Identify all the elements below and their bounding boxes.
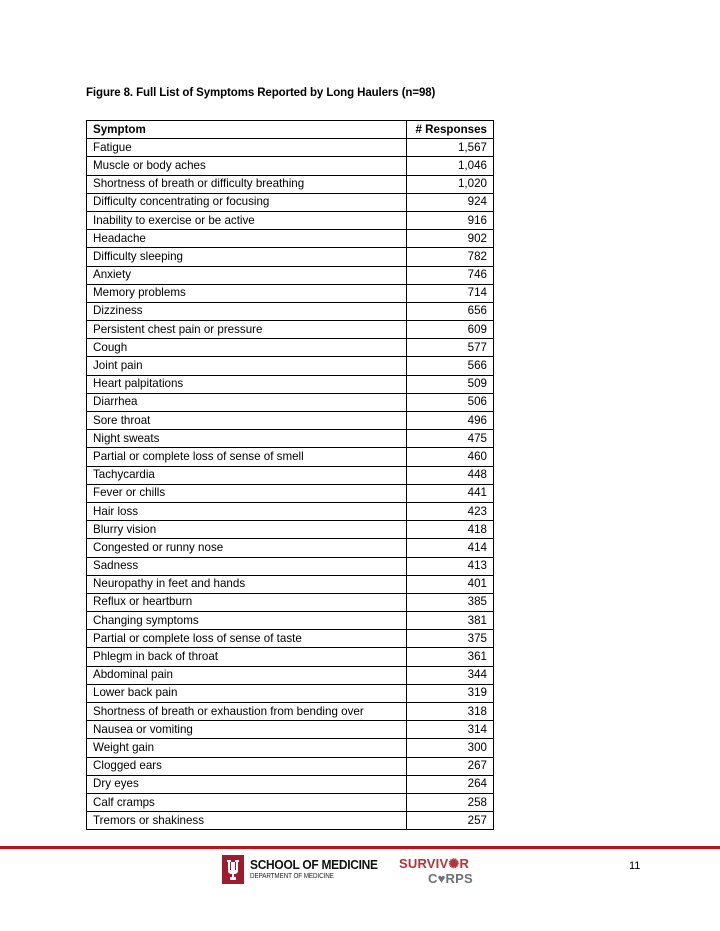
symptom-cell: Clogged ears bbox=[87, 757, 407, 775]
table-row bbox=[87, 612, 494, 630]
responses-cell: 656 bbox=[407, 302, 494, 320]
survivor-corps-logo-line2: C♥RPS bbox=[428, 871, 473, 886]
symptom-cell: Reflux or heartburn bbox=[87, 593, 407, 611]
table-row bbox=[87, 393, 494, 411]
symptom-cell: Nausea or vomiting bbox=[87, 721, 407, 739]
symptom-cell: Blurry vision bbox=[87, 521, 407, 539]
symptom-cell: Congested or runny nose bbox=[87, 539, 407, 557]
symptom-cell: Heart palpitations bbox=[87, 375, 407, 393]
symptom-cell: Fever or chills bbox=[87, 484, 407, 502]
responses-cell: 1,567 bbox=[407, 139, 494, 157]
table-row bbox=[87, 430, 494, 448]
table-row bbox=[87, 412, 494, 430]
table-row bbox=[87, 211, 494, 229]
school-name: SCHOOL OF MEDICINE bbox=[250, 857, 378, 872]
responses-cell: 916 bbox=[407, 211, 494, 229]
responses-cell: 344 bbox=[407, 666, 494, 684]
symptom-cell: Abdominal pain bbox=[87, 666, 407, 684]
table-header-row bbox=[87, 121, 494, 139]
symptom-cell: Cough bbox=[87, 339, 407, 357]
table-row bbox=[87, 339, 494, 357]
table-row bbox=[87, 539, 494, 557]
responses-cell: 361 bbox=[407, 648, 494, 666]
symptom-cell: Shortness of breath or exhaustion from bending over bbox=[87, 703, 407, 721]
table-row bbox=[87, 502, 494, 520]
department-name: DEPARTMENT OF MEDICINE bbox=[250, 873, 334, 880]
responses-cell: 460 bbox=[407, 448, 494, 466]
symptom-cell: Sadness bbox=[87, 557, 407, 575]
table-row bbox=[87, 703, 494, 721]
symptom-cell: Night sweats bbox=[87, 430, 407, 448]
footer-divider bbox=[0, 846, 720, 849]
symptom-cell: Shortness of breath or difficulty breathing bbox=[87, 175, 407, 193]
table-row bbox=[87, 812, 494, 830]
responses-cell: 300 bbox=[407, 739, 494, 757]
responses-cell: 267 bbox=[407, 757, 494, 775]
symptom-cell: Memory problems bbox=[87, 284, 407, 302]
responses-cell: 381 bbox=[407, 612, 494, 630]
symptom-cell: Muscle or body aches bbox=[87, 157, 407, 175]
table-row bbox=[87, 466, 494, 484]
responses-cell: 258 bbox=[407, 793, 494, 811]
table-row bbox=[87, 230, 494, 248]
table-row bbox=[87, 575, 494, 593]
responses-cell: 401 bbox=[407, 575, 494, 593]
symptoms-table bbox=[86, 120, 494, 830]
responses-cell: 448 bbox=[407, 466, 494, 484]
responses-cell: 566 bbox=[407, 357, 494, 375]
responses-cell: 475 bbox=[407, 430, 494, 448]
symptom-cell: Dry eyes bbox=[87, 775, 407, 793]
table-row bbox=[87, 648, 494, 666]
table-row bbox=[87, 593, 494, 611]
responses-cell: 385 bbox=[407, 593, 494, 611]
table-row bbox=[87, 684, 494, 702]
table-row bbox=[87, 775, 494, 793]
table-row bbox=[87, 302, 494, 320]
symptom-cell: Lower back pain bbox=[87, 684, 407, 702]
symptom-cell: Headache bbox=[87, 230, 407, 248]
symptom-cell: Weight gain bbox=[87, 739, 407, 757]
table-row bbox=[87, 284, 494, 302]
table-row bbox=[87, 630, 494, 648]
symptom-cell: Tachycardia bbox=[87, 466, 407, 484]
table-row bbox=[87, 521, 494, 539]
table-row bbox=[87, 375, 494, 393]
responses-cell: 509 bbox=[407, 375, 494, 393]
symptom-cell: Tremors or shakiness bbox=[87, 812, 407, 830]
responses-cell: 577 bbox=[407, 339, 494, 357]
responses-cell: 924 bbox=[407, 193, 494, 211]
symptom-cell: Diarrhea bbox=[87, 393, 407, 411]
symptom-cell: Difficulty sleeping bbox=[87, 248, 407, 266]
responses-cell: 496 bbox=[407, 412, 494, 430]
responses-cell: 782 bbox=[407, 248, 494, 266]
responses-cell: 714 bbox=[407, 284, 494, 302]
symptom-cell: Calf cramps bbox=[87, 793, 407, 811]
symptom-cell: Anxiety bbox=[87, 266, 407, 284]
responses-cell: 1,046 bbox=[407, 157, 494, 175]
table-row bbox=[87, 757, 494, 775]
figure-title: Figure 8. Full List of Symptoms Reported by Long Haulers (n=98) bbox=[86, 87, 436, 99]
responses-cell: 414 bbox=[407, 539, 494, 557]
symptom-cell: Changing symptoms bbox=[87, 612, 407, 630]
responses-cell: 413 bbox=[407, 557, 494, 575]
responses-cell: 423 bbox=[407, 502, 494, 520]
symptom-cell: Sore throat bbox=[87, 412, 407, 430]
table-row bbox=[87, 793, 494, 811]
table-row bbox=[87, 175, 494, 193]
table-row bbox=[87, 157, 494, 175]
responses-cell: 441 bbox=[407, 484, 494, 502]
table-row bbox=[87, 484, 494, 502]
table-row bbox=[87, 266, 494, 284]
table-row bbox=[87, 357, 494, 375]
table-row bbox=[87, 139, 494, 157]
symptom-cell: Phlegm in back of throat bbox=[87, 648, 407, 666]
table-row bbox=[87, 448, 494, 466]
symptom-cell: Partial or complete loss of sense of taste bbox=[87, 630, 407, 648]
table-row bbox=[87, 721, 494, 739]
symptom-cell: Partial or complete loss of sense of smell bbox=[87, 448, 407, 466]
responses-cell: 418 bbox=[407, 521, 494, 539]
responses-cell: 902 bbox=[407, 230, 494, 248]
symptom-cell: Persistent chest pain or pressure bbox=[87, 321, 407, 339]
responses-cell: 257 bbox=[407, 812, 494, 830]
symptom-cell: Difficulty concentrating or focusing bbox=[87, 193, 407, 211]
responses-cell: 1,020 bbox=[407, 175, 494, 193]
header-symptom: Symptom bbox=[87, 121, 407, 139]
responses-cell: 314 bbox=[407, 721, 494, 739]
symptom-cell: Hair loss bbox=[87, 502, 407, 520]
symptom-cell: Dizziness bbox=[87, 302, 407, 320]
symptom-cell: Fatigue bbox=[87, 139, 407, 157]
header-responses: # Responses bbox=[407, 121, 494, 139]
responses-cell: 375 bbox=[407, 630, 494, 648]
iu-trident-logo-icon bbox=[222, 855, 244, 884]
page-number: 11 bbox=[629, 860, 641, 872]
survivor-corps-logo-line1: SURVIV✺R bbox=[399, 856, 470, 871]
table-row bbox=[87, 557, 494, 575]
responses-cell: 264 bbox=[407, 775, 494, 793]
table-row bbox=[87, 666, 494, 684]
symptom-cell: Neuropathy in feet and hands bbox=[87, 575, 407, 593]
responses-cell: 319 bbox=[407, 684, 494, 702]
table-row bbox=[87, 739, 494, 757]
responses-cell: 746 bbox=[407, 266, 494, 284]
responses-cell: 506 bbox=[407, 393, 494, 411]
table-row bbox=[87, 321, 494, 339]
responses-cell: 609 bbox=[407, 321, 494, 339]
table-row bbox=[87, 248, 494, 266]
symptom-cell: Inability to exercise or be active bbox=[87, 211, 407, 229]
table-row bbox=[87, 193, 494, 211]
symptom-cell: Joint pain bbox=[87, 357, 407, 375]
responses-cell: 318 bbox=[407, 703, 494, 721]
